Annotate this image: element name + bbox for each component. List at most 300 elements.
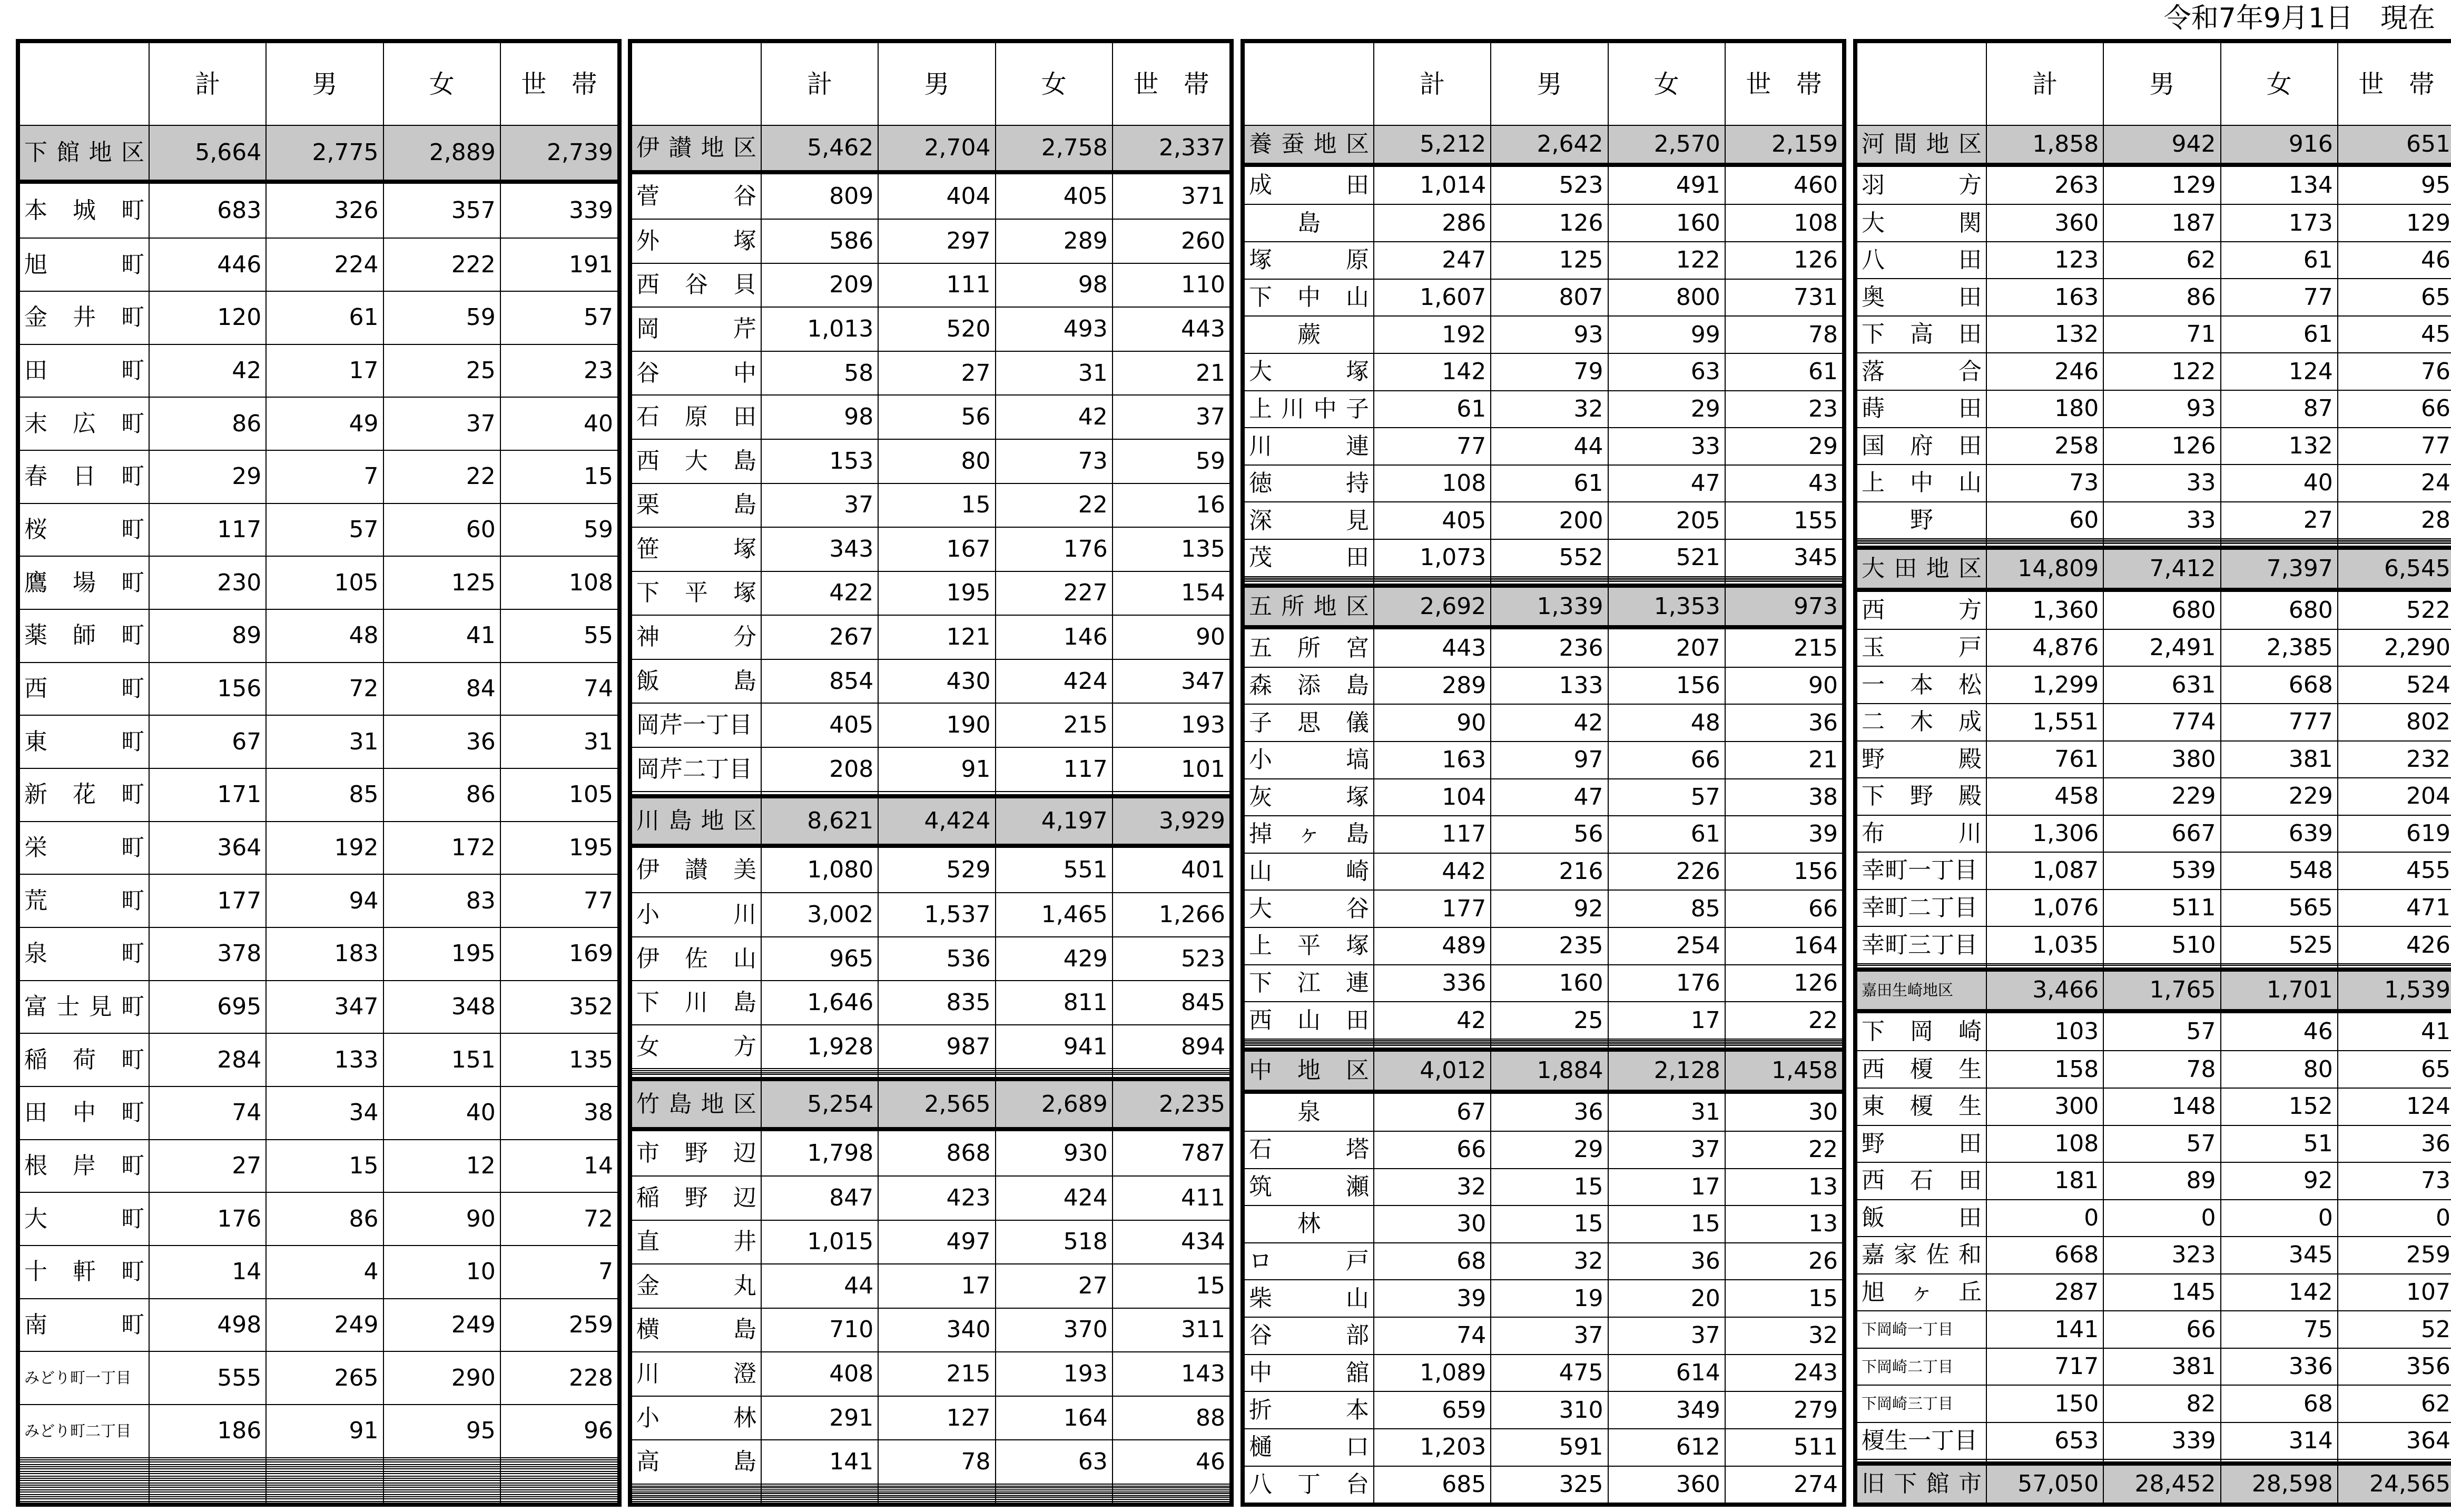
male-cell: 325 bbox=[1491, 1466, 1608, 1503]
female-cell: 61 bbox=[2221, 242, 2338, 279]
table-row bbox=[20, 503, 617, 557]
total-cell: 103 bbox=[1986, 1011, 2103, 1051]
households-cell: 426 bbox=[2338, 926, 2451, 964]
female-cell bbox=[996, 1074, 1113, 1079]
name-text: 泉町 bbox=[24, 940, 144, 967]
locality-name bbox=[1857, 666, 1986, 704]
households-cell: 26 bbox=[1725, 1243, 1842, 1280]
households-cell: 38 bbox=[1725, 779, 1842, 816]
name-text: 下岡崎一丁目 bbox=[1862, 1320, 1954, 1339]
name-text: 石原田 bbox=[636, 403, 756, 431]
table-header-row bbox=[20, 43, 617, 125]
male-cell: 93 bbox=[2103, 390, 2220, 428]
locality-name bbox=[1857, 1274, 1986, 1311]
name-text: 田中町 bbox=[24, 1099, 144, 1126]
male-cell: 86 bbox=[266, 1192, 383, 1246]
male-cell: 129 bbox=[2103, 165, 2220, 204]
total-cell: 5,212 bbox=[1374, 125, 1491, 165]
male-cell: 200 bbox=[1491, 502, 1608, 539]
table-row bbox=[632, 747, 1229, 792]
male-cell: 44 bbox=[1491, 428, 1608, 465]
table-row bbox=[1857, 1274, 2451, 1311]
male-cell: 91 bbox=[878, 747, 995, 792]
female-cell: 80 bbox=[2221, 1051, 2338, 1088]
district-total-row bbox=[632, 1079, 1229, 1129]
table-row bbox=[1245, 1131, 1842, 1169]
male-cell: 19 bbox=[1491, 1280, 1608, 1317]
locality-name bbox=[632, 846, 761, 893]
total-cell: 360 bbox=[1986, 204, 2103, 242]
female-cell bbox=[2221, 965, 2338, 970]
male-cell: 167 bbox=[878, 527, 995, 571]
households-cell: 21 bbox=[1725, 742, 1842, 779]
total-cell: 32 bbox=[1374, 1169, 1491, 1206]
locality-name bbox=[1857, 1011, 1986, 1051]
table-row bbox=[1857, 1162, 2451, 1200]
name-text: 西町 bbox=[24, 675, 144, 703]
female-cell: 117 bbox=[996, 747, 1113, 792]
female-cell: 92 bbox=[2221, 1162, 2338, 1200]
table-row bbox=[1857, 815, 2451, 853]
locality-name bbox=[632, 1129, 761, 1176]
total-cell: 8,621 bbox=[761, 796, 878, 846]
female-cell: 27 bbox=[996, 1264, 1113, 1308]
households-cell: 15 bbox=[500, 450, 617, 503]
name-text: みどり町二丁目 bbox=[24, 1421, 132, 1440]
male-cell: 380 bbox=[2103, 741, 2220, 778]
male-cell: 126 bbox=[2103, 428, 2220, 465]
column-header: 女 bbox=[996, 43, 1113, 125]
column-header: 女 bbox=[1608, 43, 1725, 125]
households-cell: 135 bbox=[500, 1033, 617, 1086]
locality-name bbox=[1245, 965, 1374, 1002]
locality-name bbox=[632, 172, 761, 219]
households-cell: 3,929 bbox=[1113, 796, 1229, 846]
total-cell: 180 bbox=[1986, 390, 2103, 428]
female-cell: 381 bbox=[2221, 741, 2338, 778]
total-cell: 965 bbox=[761, 937, 878, 981]
name-text: 塚原 bbox=[1249, 246, 1369, 274]
locality-name bbox=[632, 659, 761, 704]
households-cell: 2,337 bbox=[1113, 125, 1229, 172]
name-text: 中舘 bbox=[1249, 1359, 1369, 1386]
name-text: 飯田 bbox=[1862, 1204, 1982, 1231]
female-cell: 146 bbox=[996, 615, 1113, 659]
table-row bbox=[20, 182, 617, 238]
total-cell: 1,646 bbox=[761, 981, 878, 1025]
table-row bbox=[1245, 1429, 1842, 1466]
table-header-row bbox=[632, 43, 1229, 125]
locality-name bbox=[1245, 1243, 1374, 1280]
households-cell: 339 bbox=[500, 182, 617, 238]
male-cell: 7,412 bbox=[2103, 548, 2220, 590]
name-text: 市野辺 bbox=[636, 1139, 756, 1167]
table-row bbox=[1245, 1169, 1842, 1206]
locality-name bbox=[632, 703, 761, 747]
male-cell: 33 bbox=[2103, 502, 2220, 539]
female-cell: 17 bbox=[1608, 1002, 1725, 1039]
name-text: 柴山 bbox=[1249, 1284, 1369, 1312]
male-cell: 310 bbox=[1491, 1391, 1608, 1429]
male-cell: 1,765 bbox=[2103, 970, 2220, 1012]
female-cell: 521 bbox=[1608, 539, 1725, 577]
name-text: 幸町三丁目 bbox=[1862, 931, 1977, 958]
name-text: 野 bbox=[1910, 506, 1933, 533]
male-cell: 347 bbox=[266, 981, 383, 1034]
table-row bbox=[20, 1086, 617, 1140]
district-total-row bbox=[1857, 548, 2451, 590]
name-text: 神分 bbox=[636, 624, 756, 651]
population-table bbox=[20, 43, 617, 1503]
households-cell: 973 bbox=[1725, 586, 1842, 628]
households-cell: 31 bbox=[500, 715, 617, 768]
households-cell: 195 bbox=[500, 822, 617, 875]
female-cell bbox=[1608, 581, 1725, 586]
name-text: 下岡崎二丁目 bbox=[1862, 1357, 1954, 1376]
female-cell: 25 bbox=[383, 344, 500, 398]
total-cell: 336 bbox=[1374, 965, 1491, 1002]
name-text: 新花町 bbox=[24, 781, 144, 808]
table-row bbox=[1857, 428, 2451, 465]
total-cell: 60 bbox=[1986, 502, 2103, 539]
name-text: 筑瀬 bbox=[1249, 1173, 1369, 1200]
total-cell: 1,607 bbox=[1374, 279, 1491, 317]
table-row bbox=[20, 663, 617, 716]
name-text: 幸町二丁目 bbox=[1862, 894, 1977, 922]
name-text: 春日町 bbox=[24, 463, 144, 490]
households-cell: 311 bbox=[1113, 1308, 1229, 1352]
table-row bbox=[632, 172, 1229, 219]
district-name bbox=[1857, 548, 1986, 590]
male-cell bbox=[1491, 1045, 1608, 1050]
name-text: 嘉田生崎地区 bbox=[1862, 981, 1954, 999]
female-cell: 99 bbox=[1608, 316, 1725, 353]
total-cell: 150 bbox=[1986, 1385, 2103, 1422]
male-cell: 17 bbox=[266, 344, 383, 398]
female-cell: 424 bbox=[996, 659, 1113, 704]
locality-name bbox=[632, 1025, 761, 1069]
female-cell: 1,353 bbox=[1608, 586, 1725, 628]
male-cell: 33 bbox=[2103, 465, 2220, 502]
column-header: 計 bbox=[149, 43, 266, 125]
male-cell: 2,775 bbox=[266, 125, 383, 182]
total-cell: 405 bbox=[761, 703, 878, 747]
male-cell: 133 bbox=[266, 1033, 383, 1086]
column-header: 女 bbox=[2221, 43, 2338, 125]
locality-name bbox=[632, 615, 761, 659]
name-text: 十軒町 bbox=[24, 1258, 144, 1286]
locality-name bbox=[20, 768, 149, 822]
female-cell: 51 bbox=[2221, 1125, 2338, 1163]
total-cell: 171 bbox=[149, 768, 266, 822]
households-cell: 401 bbox=[1113, 846, 1229, 893]
total-cell: 132 bbox=[1986, 316, 2103, 353]
female-cell: 639 bbox=[2221, 815, 2338, 853]
table-row bbox=[1245, 465, 1842, 502]
male-cell: 72 bbox=[266, 663, 383, 716]
households-cell: 107 bbox=[2338, 1274, 2451, 1311]
table-row bbox=[1245, 1280, 1842, 1317]
male-cell: 404 bbox=[878, 172, 995, 219]
table-row bbox=[632, 307, 1229, 351]
name-text: 徳持 bbox=[1249, 470, 1369, 497]
male-cell: 1,884 bbox=[1491, 1050, 1608, 1092]
total-cell: 108 bbox=[1986, 1125, 2103, 1163]
locality-name bbox=[1857, 1422, 1986, 1460]
table-row bbox=[632, 1025, 1229, 1069]
name-text: 八丁台 bbox=[1249, 1470, 1369, 1498]
table-row bbox=[1857, 1088, 2451, 1125]
table-row bbox=[632, 893, 1229, 937]
locality-name bbox=[1245, 1002, 1374, 1039]
name-text: 河間地区 bbox=[1862, 131, 1982, 158]
district-name bbox=[1857, 1464, 1986, 1503]
total-cell: 5,664 bbox=[149, 125, 266, 182]
total-cell: 57,050 bbox=[1986, 1464, 2103, 1503]
total-cell: 74 bbox=[1374, 1317, 1491, 1355]
table-row bbox=[1857, 1422, 2451, 1460]
male-cell: 15 bbox=[878, 483, 995, 528]
total-cell: 1,203 bbox=[1374, 1429, 1491, 1466]
total-cell: 1,080 bbox=[761, 846, 878, 893]
name-text: 羽方 bbox=[1862, 172, 1982, 199]
name-text: ロ戸 bbox=[1249, 1248, 1369, 1275]
male-cell: 835 bbox=[878, 981, 995, 1025]
households-cell: 21 bbox=[1113, 351, 1229, 396]
households-cell: 38 bbox=[500, 1086, 617, 1140]
male-cell: 2,704 bbox=[878, 125, 995, 172]
locality-name bbox=[1857, 1125, 1986, 1163]
male-cell: 61 bbox=[1491, 465, 1608, 502]
female-cell: 290 bbox=[383, 1351, 500, 1405]
male-cell: 47 bbox=[1491, 779, 1608, 816]
households-cell: 95 bbox=[2338, 165, 2451, 204]
male-cell: 91 bbox=[266, 1405, 383, 1458]
locality-name bbox=[1245, 853, 1374, 891]
households-cell: 154 bbox=[1113, 571, 1229, 616]
name-text: 折本 bbox=[1249, 1396, 1369, 1424]
district-name bbox=[1245, 125, 1374, 165]
female-cell: 0 bbox=[2221, 1200, 2338, 1237]
locality-name bbox=[1857, 279, 1986, 316]
male-cell: 57 bbox=[2103, 1125, 2220, 1163]
table-row bbox=[20, 768, 617, 822]
total-cell: 141 bbox=[1986, 1311, 2103, 1348]
total-cell: 854 bbox=[761, 659, 878, 704]
table-row bbox=[1857, 242, 2451, 279]
female-cell: 85 bbox=[1608, 890, 1725, 927]
name-text: 東町 bbox=[24, 728, 144, 755]
male-cell: 145 bbox=[2103, 1274, 2220, 1311]
households-cell: 845 bbox=[1113, 981, 1229, 1025]
households-cell: 6,545 bbox=[2338, 548, 2451, 590]
female-cell: 205 bbox=[1608, 502, 1725, 539]
male-cell: 148 bbox=[2103, 1088, 2220, 1125]
male-cell: 423 bbox=[878, 1176, 995, 1220]
empty-row bbox=[632, 792, 1229, 796]
male-cell: 235 bbox=[1491, 927, 1608, 965]
table-row bbox=[1857, 1011, 2451, 1051]
locality-name bbox=[1857, 1088, 1986, 1125]
male-cell: 28,452 bbox=[2103, 1464, 2220, 1503]
total-cell: 1,360 bbox=[1986, 590, 2103, 629]
name-text: 直井 bbox=[636, 1228, 756, 1256]
total-cell: 0 bbox=[1986, 1200, 2103, 1237]
name-text: 金井町 bbox=[24, 304, 144, 331]
total-cell: 230 bbox=[149, 556, 266, 609]
district-name bbox=[20, 125, 149, 182]
female-cell bbox=[2221, 543, 2338, 548]
total-cell: 555 bbox=[149, 1351, 266, 1405]
households-cell: 356 bbox=[2338, 1348, 2451, 1386]
male-cell: 89 bbox=[2103, 1162, 2220, 1200]
name-text: 一本松 bbox=[1862, 671, 1982, 698]
locality-name bbox=[20, 1351, 149, 1405]
name-text: みどり町一丁目 bbox=[24, 1369, 132, 1387]
locality-name bbox=[1245, 279, 1374, 317]
households-cell: 22 bbox=[1725, 1131, 1842, 1169]
table-row bbox=[1857, 1311, 2451, 1348]
table-row bbox=[1857, 1200, 2451, 1237]
locality-name bbox=[20, 1299, 149, 1352]
table-row bbox=[1245, 1243, 1842, 1280]
locality-name bbox=[20, 1405, 149, 1458]
male-cell: 2,642 bbox=[1491, 125, 1608, 165]
table-row bbox=[1245, 667, 1842, 705]
households-cell: 129 bbox=[2338, 204, 2451, 242]
table-row bbox=[20, 344, 617, 398]
households-cell: 29 bbox=[1725, 428, 1842, 465]
female-cell: 36 bbox=[383, 715, 500, 768]
total-cell: 3,466 bbox=[1986, 970, 2103, 1012]
total-cell: 181 bbox=[1986, 1162, 2103, 1200]
total-cell: 4,876 bbox=[1986, 629, 2103, 667]
female-cell: 548 bbox=[2221, 852, 2338, 890]
households-cell: 471 bbox=[2338, 890, 2451, 927]
locality-name bbox=[1857, 965, 1986, 970]
table-row bbox=[1857, 926, 2451, 964]
male-cell: 71 bbox=[2103, 316, 2220, 353]
locality-name bbox=[632, 483, 761, 528]
name-text: 布川 bbox=[1862, 819, 1982, 847]
table-row bbox=[1245, 816, 1842, 853]
total-cell: 284 bbox=[149, 1033, 266, 1086]
male-cell: 192 bbox=[266, 822, 383, 875]
name-text: 岡芹二丁目 bbox=[636, 755, 752, 783]
male-cell: 17 bbox=[878, 1264, 995, 1308]
households-cell bbox=[2338, 543, 2451, 548]
table-row bbox=[1245, 704, 1842, 742]
locality-name bbox=[1857, 1348, 1986, 1386]
name-text: 南町 bbox=[24, 1311, 144, 1338]
female-cell: 777 bbox=[2221, 704, 2338, 741]
total-cell: 1,306 bbox=[1986, 815, 2103, 853]
table-row bbox=[632, 659, 1229, 704]
male-cell: 195 bbox=[878, 571, 995, 616]
households-cell: 73 bbox=[2338, 1162, 2451, 1200]
male-cell: 121 bbox=[878, 615, 995, 659]
name-text: 外塚 bbox=[636, 227, 756, 254]
total-cell: 287 bbox=[1986, 1274, 2103, 1311]
column-header: 世 帯 bbox=[2338, 43, 2451, 125]
households-cell: 23 bbox=[1725, 391, 1842, 428]
name-text: 金丸 bbox=[636, 1272, 756, 1299]
table-row bbox=[1245, 1317, 1842, 1355]
locality-name bbox=[632, 1440, 761, 1484]
total-cell: 408 bbox=[761, 1352, 878, 1396]
empty-row bbox=[1245, 1045, 1842, 1050]
locality-name bbox=[1245, 581, 1374, 586]
households-cell: 124 bbox=[2338, 1088, 2451, 1125]
households-cell: 274 bbox=[1725, 1466, 1842, 1503]
households-cell: 110 bbox=[1113, 263, 1229, 308]
female-cell: 314 bbox=[2221, 1422, 2338, 1460]
households-cell bbox=[1113, 792, 1229, 796]
total-cell: 104 bbox=[1374, 779, 1491, 816]
total-cell: 2,692 bbox=[1374, 586, 1491, 628]
locality-name bbox=[1245, 927, 1374, 965]
female-cell: 132 bbox=[2221, 428, 2338, 465]
female-cell bbox=[2221, 1459, 2338, 1464]
name-text: 川連 bbox=[1249, 432, 1369, 460]
male-cell: 475 bbox=[1491, 1355, 1608, 1392]
table-row bbox=[632, 1264, 1229, 1308]
table-row bbox=[20, 238, 617, 291]
name-text: 下岡崎 bbox=[1862, 1018, 1982, 1045]
locality-name bbox=[1857, 590, 1986, 629]
table-row bbox=[1857, 465, 2451, 502]
total-cell: 1,299 bbox=[1986, 666, 2103, 704]
households-cell: 460 bbox=[1725, 165, 1842, 204]
female-cell: 349 bbox=[1608, 1391, 1725, 1429]
female-cell: 195 bbox=[383, 927, 500, 981]
total-cell: 98 bbox=[761, 395, 878, 439]
district-name bbox=[632, 1079, 761, 1129]
table-row bbox=[632, 1440, 1229, 1484]
name-text: 深見 bbox=[1249, 507, 1369, 534]
total-cell: 37 bbox=[761, 483, 878, 528]
name-text: 笹塚 bbox=[636, 535, 756, 562]
empty-row bbox=[632, 1074, 1229, 1079]
male-cell: 297 bbox=[878, 219, 995, 263]
total-cell: 258 bbox=[1986, 428, 2103, 465]
total-cell: 378 bbox=[149, 927, 266, 981]
households-cell: 13 bbox=[1725, 1169, 1842, 1206]
name-text: 栄町 bbox=[24, 834, 144, 861]
name-text: 森添島 bbox=[1249, 671, 1369, 699]
name-text: 養蚕地区 bbox=[1249, 131, 1369, 158]
male-cell: 79 bbox=[1491, 353, 1608, 391]
name-text: 小林 bbox=[636, 1404, 756, 1431]
male-cell: 86 bbox=[2103, 279, 2220, 316]
table-row bbox=[1857, 704, 2451, 741]
table-row bbox=[20, 609, 617, 663]
households-cell: 88 bbox=[1113, 1396, 1229, 1440]
households-cell: 260 bbox=[1113, 219, 1229, 263]
female-cell: 254 bbox=[1608, 927, 1725, 965]
table-row bbox=[632, 937, 1229, 981]
table-row bbox=[632, 1220, 1229, 1264]
households-cell: 1,458 bbox=[1725, 1050, 1842, 1092]
locality-name bbox=[1245, 742, 1374, 779]
header-blank-cell bbox=[20, 43, 149, 125]
table-row bbox=[1857, 316, 2451, 353]
female-cell: 226 bbox=[1608, 853, 1725, 891]
table-row bbox=[632, 846, 1229, 893]
female-cell: 289 bbox=[996, 219, 1113, 263]
locality-name bbox=[1857, 353, 1986, 390]
table-row bbox=[632, 1129, 1229, 1176]
